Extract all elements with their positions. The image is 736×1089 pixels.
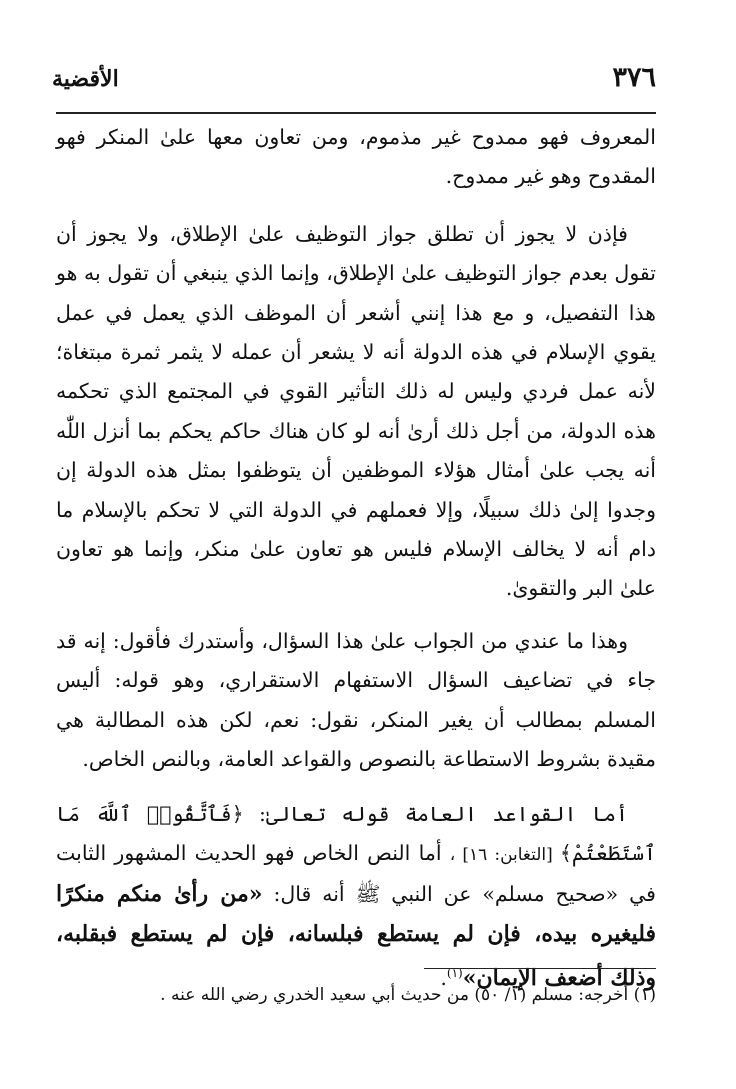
running-title: الأقضية xyxy=(52,66,119,92)
paragraph-4-middle: أما النص الخاص فهو الحديث المشهور الثابت في «صحيح مسلم» عن النبي ﷺ أنه قال: xyxy=(56,840,656,907)
page-header xyxy=(52,62,656,102)
surah-reference: [التغابن: ١٦] ، xyxy=(449,844,560,865)
body-text xyxy=(56,118,656,998)
paragraph-4-end: . xyxy=(440,965,447,990)
paragraph-4-lead: أما القواعد العامة قوله تعالىٰ: xyxy=(243,801,628,826)
paragraph-2: فإذن لا يجوز أن تطلق جواز التوظيف علىٰ الإطلاق، ولا يجوز أن تقول بعدم جواز التوظيف علىٰ الإطلاق، وإنما الذي ينبغي أن تقول به هو هذا التفصيل، و مع هذا إنني أشعر أن الموظف الذي يعمل في عمل يقوي الإسلام في هذه الدولة أنه لا يشعر أن عمله لا يثمر ثمرة مبتغاة؛ لأنه عمل فردي وليس له ذلك التأثير القوي في المجتمع الذي تحكمه هذه الدولة، من أجل ذلك أرىٰ أنه لو كان هناك حاكم يحكم بما أنزل اللّٰه أنه يجب علىٰ أمثال هؤلاء الموظفين أن يتوظفوا بمثل هذه الدولة إن وجدوا إلىٰ ذلك سبيلًا، وإلا فعملهم في الدولة التي لا تحكم بالإسلام ما دام أنه لا يخالف الإسلام فليس هو تعاون علىٰ منكر، وإنما هو تعاون علىٰ البر والتقوىٰ. xyxy=(56,221,656,601)
footnote-rule xyxy=(424,968,656,969)
page-number: ٣٧٦ xyxy=(612,62,656,93)
header-rule xyxy=(56,112,656,114)
paragraph-3: وهذا ما عندي من الجواب علىٰ هذا السؤال، وأستدرك فأقول: إنه قد جاء في تضاعيف السؤال الاستفهام الاستقراري، وهو قوله: أليس المسلم بمطالب أن يغير المنكر، نقول: نعم، لكن هذه المطالبة هي مقيدة بشروط الاستطاعة بالنصوص والقواعد العامة، وبالنص الخاص. xyxy=(56,628,656,772)
quran-verse: ﴿فَٱتَّقُوا۟ ٱللَّهَ مَا ٱسْتَطَعْتُمْ﴾ xyxy=(56,801,656,865)
hadith-text: «من رأىٰ منكم منكرًا فليغيره بيده، فإن لم يستطع فبلسانه، فإن لم يستطع فبقلبه، وذلك أضعف الإيمان» xyxy=(56,881,656,991)
footnote: (١) أخرجه: مسلم (١/ ٥٠) من حديث أبي سعيد الخدري رضي الله عنه . xyxy=(160,985,656,1005)
paragraph-1: المعروف فهو ممدوح غير مذموم، ومن تعاون معها علىٰ المنكر فهو المقدوح وهو غير ممدوح. xyxy=(56,125,656,189)
footnote-marker: (١) xyxy=(446,966,463,981)
